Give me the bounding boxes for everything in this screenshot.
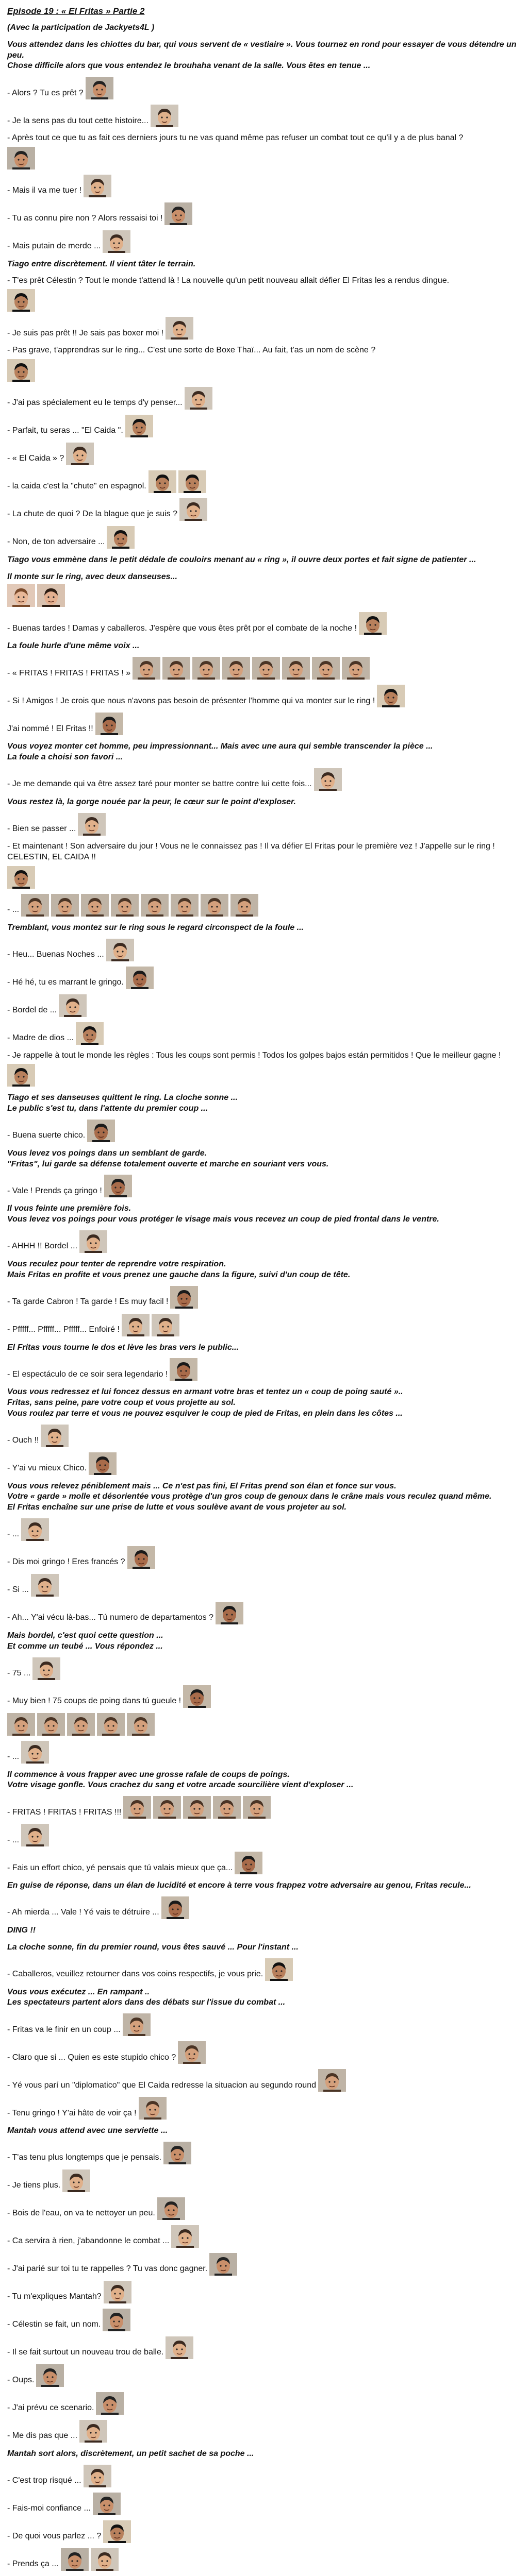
narration-line: Vous voyez monter cet homme, peu impressionnant... Mais avec une aura qui semble transcender la pièce ... bbox=[7, 742, 433, 751]
dialogue-line bbox=[7, 2013, 521, 2036]
face-host-icon bbox=[209, 2253, 237, 2276]
narration-line: Il monte sur le ring, avec deux danseuses... bbox=[7, 572, 177, 581]
dialogue-text: - Me dis pas que ... bbox=[7, 2431, 78, 2441]
narration-line: Vous attendez dans les chiottes du bar, qui vous servent de « vestiaire ». Vous tournez en rond pour essayer de vous détendre un peu. bbox=[7, 40, 519, 60]
narration-block bbox=[7, 1942, 521, 1953]
narration-line: El Fritas vous tourne le dos et lève les bras vers le public... bbox=[7, 1343, 239, 1352]
face-crowd-icon bbox=[139, 2097, 167, 2120]
face-crowd-icon bbox=[318, 2069, 346, 2092]
face-hero-icon bbox=[66, 443, 94, 465]
dialogue-text: - De quoi vous parlez ... ? bbox=[7, 2532, 102, 2541]
dialogue-text: - FRITAS ! FRITAS ! FRITAS !!! bbox=[7, 1807, 122, 1817]
face-fritas-icon bbox=[95, 713, 123, 735]
dialogue-line bbox=[7, 1796, 521, 1819]
face-tiago-icon bbox=[377, 685, 405, 707]
dialogue-text: - Je me demande qui va être assez taré pour monter se battre contre lui cette fois... bbox=[7, 779, 312, 789]
narration-block bbox=[7, 572, 521, 607]
dialogue-text: - Tu as connu pire non ? Alors ressaisi toi ! bbox=[7, 214, 163, 223]
face-crowd-icon bbox=[97, 1713, 125, 1736]
narration-line: Votre « garde » molle et désorientée vous protège d'un gros coup de genoux dans le crâne mais vous reculez quand même. bbox=[7, 1492, 492, 1501]
narration-line: Et comme un teubé ... Vous répondez ... bbox=[7, 1641, 163, 1651]
dialogue-line bbox=[7, 202, 521, 225]
face-crowd-icon bbox=[162, 657, 190, 680]
face-crowd-icon bbox=[178, 2041, 206, 2064]
face-fritas-icon bbox=[89, 1452, 117, 1475]
dialogue-line bbox=[7, 2520, 521, 2543]
dialogue-line bbox=[7, 2281, 521, 2303]
narration-line: Chose difficile alors que vous entendez le brouhaha venant de la salle. Vous êtes en tenue ... bbox=[7, 61, 371, 71]
narration-line: (Avec la participation de Jackyets4L ) bbox=[7, 23, 155, 32]
narration-block bbox=[7, 797, 521, 808]
dialogue-text: - Heu... Buenas Noches ... bbox=[7, 950, 104, 959]
dialogue-text: - ... bbox=[7, 1530, 20, 1539]
face-fritas-icon bbox=[127, 1546, 155, 1569]
face-hero-icon bbox=[79, 2420, 107, 2443]
dialogue-line bbox=[7, 2225, 521, 2248]
dialogue-line bbox=[7, 415, 521, 437]
face-tiago-icon bbox=[265, 1958, 293, 1981]
dialogue-text: - Caballeros, veuillez retourner dans vos coins respectifs, je vous prie. bbox=[7, 1970, 263, 1979]
face-tiago-icon bbox=[7, 359, 35, 382]
dialogue-line bbox=[7, 994, 521, 1017]
dialogue-text: - Fais un effort chico, yé pensais que tú valais mieux que ça... bbox=[7, 1863, 233, 1872]
dialogue-line bbox=[7, 2069, 521, 2092]
narration-block bbox=[7, 1631, 521, 1652]
face-crowd-icon bbox=[81, 894, 109, 917]
face-tiago-icon bbox=[103, 2520, 131, 2543]
dialogue-line bbox=[7, 1958, 521, 1981]
story-blocks bbox=[7, 23, 521, 2576]
dialogue-line bbox=[7, 2253, 521, 2276]
dialogue-line bbox=[7, 2336, 521, 2359]
narration-block bbox=[7, 1481, 521, 1513]
narration-line: Vous restez là, la gorge nouée par la peur, le cœur sur le point d'exploser. bbox=[7, 797, 296, 806]
dialogue-text: - Muy bien ! 75 coups de poing dans tú gueule ! bbox=[7, 1697, 182, 1706]
narration-line: Il vous feinte une première fois. bbox=[7, 1204, 131, 1213]
face-tiago-icon bbox=[359, 612, 387, 635]
dialogue-line bbox=[7, 2097, 521, 2120]
face-hero-icon bbox=[122, 1314, 150, 1336]
narration-line: Mais Fritas en profite et vous prenez une gauche dans la figure, suivi d'un coup de tête. bbox=[7, 1270, 351, 1279]
face-crowd-icon bbox=[342, 657, 370, 680]
dialogue-text: - Bien se passer ... bbox=[7, 824, 76, 833]
dialogue-line bbox=[7, 841, 521, 889]
face-tiago-icon bbox=[178, 470, 206, 493]
narration-block bbox=[7, 641, 521, 652]
face-crowd-icon bbox=[21, 894, 49, 917]
dialogue-text: - Célestin se fait, un nom. bbox=[7, 2320, 101, 2329]
dialogue-line bbox=[7, 1120, 521, 1142]
face-hero-icon bbox=[166, 2336, 193, 2359]
face-dancer-icon bbox=[7, 584, 35, 607]
narration-block bbox=[7, 1770, 521, 1791]
dialogue-text: - La chute de quoi ? De la blague que je suis ? bbox=[7, 510, 178, 519]
dialogue-line bbox=[7, 2170, 521, 2192]
face-hero-icon bbox=[84, 175, 111, 197]
dialogue-line bbox=[7, 813, 521, 836]
face-host-icon bbox=[164, 202, 192, 225]
face-crowd-icon bbox=[153, 1796, 181, 1819]
face-crowd-icon bbox=[67, 1713, 95, 1736]
face-fritas-icon bbox=[161, 1896, 189, 1919]
narration-line: La foule hurle d'une même voix ... bbox=[7, 641, 140, 651]
dialogue-text: - Bordel de ... bbox=[7, 1005, 57, 1014]
narration-line: Vous levez vos poings dans un semblant de garde. bbox=[7, 1148, 207, 1158]
narration-line: Mantah vous attend avec une serviette ... bbox=[7, 2126, 168, 2136]
dialogue-line bbox=[7, 230, 521, 253]
dialogue-text: - Après tout ce que tu as fait ces derniers jours tu ne vas quand même pas refuser un combat tout ce qu'il y a de plus banal ? bbox=[7, 133, 464, 143]
narration-block bbox=[7, 2449, 521, 2460]
narration-line: "Fritas", lui garde sa défense totalement ouverte et marche en souriant vers vous. bbox=[7, 1159, 329, 1168]
face-hero-icon bbox=[21, 1741, 49, 1764]
dialogue-line bbox=[7, 2392, 521, 2415]
face-tiago-icon bbox=[107, 526, 135, 549]
dialogue-line bbox=[7, 2142, 521, 2164]
dialogue-line bbox=[7, 768, 521, 791]
dialogue-text: - Claro que si ... Quien es este stupido chico ? bbox=[7, 2053, 176, 2062]
dialogue-line bbox=[7, 526, 521, 549]
dialogue-line bbox=[7, 1602, 521, 1624]
dialogue-text: - Mais il va me tuer ! bbox=[7, 186, 82, 195]
face-hero-icon bbox=[171, 2225, 199, 2248]
face-fritas-icon bbox=[87, 1120, 115, 1142]
dialogue-line bbox=[7, 1425, 521, 1447]
narration-block bbox=[7, 1093, 521, 1114]
dialogue-line bbox=[7, 317, 521, 340]
dialogue-text: - J'ai parié sur toi tu te rappelles ? Tu vas donc gagner. bbox=[7, 2264, 208, 2274]
narration-block bbox=[7, 1925, 521, 1936]
face-host-icon bbox=[93, 2493, 121, 2515]
dialogue-text: - Fais-moi confiance ... bbox=[7, 2504, 91, 2513]
face-hero-icon bbox=[151, 105, 178, 127]
narration-line: Tiago entre discrètement. Il vient tâter le terrain. bbox=[7, 259, 196, 268]
narration-block bbox=[7, 259, 521, 270]
narration-block bbox=[7, 1343, 521, 1353]
dialogue-text: - J'ai prévu ce scenario. bbox=[7, 2403, 94, 2413]
dialogue-line bbox=[7, 105, 521, 127]
face-host-icon bbox=[86, 77, 113, 99]
narration-block bbox=[7, 741, 521, 763]
dialogue-line bbox=[7, 2309, 521, 2331]
dialogue-text: - Vale ! Prends ça gringo ! bbox=[7, 1186, 102, 1195]
face-crowd-icon bbox=[252, 657, 280, 680]
dialogue-text: - Je tiens plus. bbox=[7, 2181, 61, 2190]
dialogue-text: - Mais putain de merde ... bbox=[7, 242, 101, 251]
narration-line: La foule a choisi son favori ... bbox=[7, 752, 123, 761]
dialogue-text: - Ta garde Cabron ! Ta garde ! Es muy facil ! bbox=[7, 1297, 169, 1306]
dialogue-line bbox=[7, 2041, 521, 2064]
dialogue-line bbox=[7, 1358, 521, 1381]
dialogue-line bbox=[7, 498, 521, 521]
face-hero-icon bbox=[103, 230, 130, 253]
face-tiago-icon bbox=[7, 289, 35, 312]
dialogue-text: - Non, de ton adversaire ... bbox=[7, 537, 105, 547]
face-tiago-icon bbox=[7, 866, 35, 889]
dialogue-line bbox=[7, 2548, 521, 2571]
dialogue-text: - ... bbox=[7, 1752, 20, 1761]
face-crowd-icon bbox=[201, 894, 228, 917]
dialogue-text: - Si ! Amigos ! Je crois que nous n'avons pas besoin de présenter l'homme qui va monter sur le ring ! bbox=[7, 696, 375, 705]
dialogue-line bbox=[7, 1824, 521, 1846]
narration-block bbox=[7, 555, 521, 566]
face-host-icon bbox=[103, 2309, 130, 2331]
narration-line: Fritas, sans peine, pare votre coup et vous projette au sol. bbox=[7, 1398, 236, 1408]
face-crowd-icon bbox=[141, 894, 169, 917]
face-crowd-icon bbox=[123, 2013, 151, 2036]
face-crowd-icon bbox=[171, 894, 199, 917]
face-host-icon bbox=[157, 2197, 185, 2220]
face-hero-icon bbox=[78, 813, 106, 836]
dialogue-line bbox=[7, 77, 521, 99]
narration-line: Tiago vous emmène dans le petit dédale de couloirs menant au « ring », il ouvre deux portes et fait signe de patienter ... bbox=[7, 555, 476, 564]
dialogue-line bbox=[7, 1713, 521, 1736]
dialogue-text: - Buenas tardes ! Damas y caballeros. J'espère que vous êtes prêt por el combate de la noche ! bbox=[7, 623, 357, 633]
dialogue-text: - Alors ? Tu es prêt ? bbox=[7, 88, 84, 97]
episode-title: Episode 19 : « El Fritas » Partie 2 bbox=[7, 6, 145, 16]
dialogue-line bbox=[7, 1452, 521, 1475]
face-host-icon bbox=[36, 2364, 64, 2387]
face-hero-icon bbox=[314, 768, 342, 791]
narration-line: Mantah sort alors, discrètement, un petit sachet de sa poche ... bbox=[7, 2449, 254, 2459]
dialogue-line bbox=[7, 345, 521, 382]
narration-block bbox=[7, 1204, 521, 1225]
narration-line: Vous reculez pour tenter de reprendre votre respiration. bbox=[7, 1259, 226, 1268]
dialogue-text: - ... bbox=[7, 905, 20, 914]
face-crowd-icon bbox=[192, 657, 220, 680]
dialogue-text: - 75 ... bbox=[7, 1669, 31, 1678]
dialogue-text: - Je rappelle à tout le monde les règles : Tous les coups sont permis ! Todos los golpes bajos están permitidos ! Que le meilleur gagne ! bbox=[7, 1050, 501, 1060]
narration-line: Les spectateurs partent alors dans des débats sur l'issue du combat ... bbox=[7, 1998, 286, 2007]
dialogue-text: - Il se fait surtout un nouveau trou de balle. bbox=[7, 2348, 164, 2357]
face-hero-icon bbox=[185, 387, 212, 410]
face-crowd-icon bbox=[282, 657, 310, 680]
dialogue-text: - Madre de dios ... bbox=[7, 1033, 74, 1042]
dialogue-text: J'ai nommé ! El Fritas !! bbox=[7, 724, 93, 733]
face-hero-icon bbox=[166, 317, 193, 340]
narration-line: Vous vous redressez et lui foncez dessus en armant votre bras et tentez un « coup de poing sauté ».. bbox=[7, 1387, 403, 1397]
face-host-icon bbox=[163, 2142, 191, 2164]
face-dancer2-icon bbox=[37, 584, 65, 607]
face-crowd-icon bbox=[133, 657, 160, 680]
face-hero-icon bbox=[179, 498, 207, 521]
dialogue-line bbox=[7, 132, 521, 170]
face-hero-icon bbox=[41, 1425, 69, 1447]
face-hero-icon bbox=[79, 1230, 107, 1253]
dialogue-text: - Parfait, tu seras ... "El Caida ". bbox=[7, 426, 123, 435]
dialogue-line bbox=[7, 1741, 521, 1764]
dialogue-line bbox=[7, 713, 521, 735]
dialogue-text: - T'es prêt Célestin ? Tout le monde t'attend là ! La nouvelle qu'un petit nouveau allait défier El Fritas les a rendus dingue. bbox=[7, 276, 450, 285]
face-host-icon bbox=[61, 2548, 89, 2571]
narration-line: En guise de réponse, dans un élan de lucidité et encore à terre vous frappez votre adversaire au genou, Fritas recule... bbox=[7, 1881, 471, 1890]
face-crowd-icon bbox=[51, 894, 79, 917]
face-crowd-icon bbox=[312, 657, 340, 680]
dialogue-line bbox=[7, 657, 521, 680]
face-crowd-icon bbox=[183, 1796, 211, 1819]
dialogue-line bbox=[7, 1657, 521, 1680]
dialogue-line bbox=[7, 2465, 521, 2487]
dialogue-line bbox=[7, 939, 521, 961]
face-crowd-icon bbox=[213, 1796, 241, 1819]
face-host-icon bbox=[96, 2392, 124, 2415]
dialogue-text: - Ah... Y'ai vécu là-bas... Tú numero de departamentos ? bbox=[7, 1613, 214, 1622]
dialogue-line bbox=[7, 470, 521, 493]
narration-line: Mais bordel, c'est quoi cette question ... bbox=[7, 1631, 163, 1640]
narration-line: Vous vous relevez péniblement mais ... Ce n'est pas fini, El Fritas prend son élan et fonce sur vous. bbox=[7, 1481, 397, 1490]
face-fritas-icon bbox=[126, 967, 154, 989]
dialogue-text: - « El Caida » ? bbox=[7, 454, 64, 463]
face-crowd-icon bbox=[127, 1713, 155, 1736]
face-tiago-icon bbox=[125, 415, 153, 437]
dialogue-text: - Pfffff... Pfffff... Pfffff... Enfoiré ! bbox=[7, 1325, 120, 1334]
dialogue-text: - T'as tenu plus longtemps que je pensais. bbox=[7, 2153, 161, 2162]
narration-line: La cloche sonne, fin du premier round, vous êtes sauvé ... Pour l'instant ... bbox=[7, 1942, 299, 1952]
dialogue-line bbox=[7, 1230, 521, 1253]
dialogue-text: - C'est trop risqué ... bbox=[7, 2476, 81, 2485]
face-hero-icon bbox=[32, 1657, 60, 1680]
face-hero-icon bbox=[91, 2548, 119, 2571]
narration-line: Vous vous exécutez ... En rampant .. bbox=[7, 1987, 150, 1996]
face-hero-icon bbox=[152, 1314, 179, 1336]
dialogue-line bbox=[7, 1175, 521, 1197]
face-tiago-icon bbox=[148, 470, 176, 493]
face-crowd-icon bbox=[243, 1796, 271, 1819]
narration-line: DING !! bbox=[7, 1926, 36, 1935]
dialogue-text: - AHHH !! Bordel ... bbox=[7, 1242, 78, 1251]
dialogue-line bbox=[7, 1685, 521, 1708]
dialogue-text: - Tenu gringo ! Y'ai hâte de voir ça ! bbox=[7, 2108, 137, 2117]
face-crowd-icon bbox=[123, 1796, 151, 1819]
dialogue-line bbox=[7, 2420, 521, 2443]
dialogue-text: - Hé hé, tu es marrant le gringo. bbox=[7, 977, 124, 987]
dialogue-text: - Dis moi gringo ! Eres francés ? bbox=[7, 1557, 125, 1567]
dialogue-text: - Si ... bbox=[7, 1585, 29, 1595]
face-crowd-icon bbox=[111, 894, 139, 917]
dialogue-line bbox=[7, 612, 521, 635]
narration-block bbox=[7, 1387, 521, 1419]
dialogue-text: - Ca servira à rien, j'abandonne le combat ... bbox=[7, 2236, 170, 2246]
narration-block bbox=[7, 23, 521, 33]
narration-block bbox=[7, 1880, 521, 1891]
dialogue-line bbox=[7, 1314, 521, 1336]
dialogue-line bbox=[7, 387, 521, 410]
dialogue-text: - « FRITAS ! FRITAS ! FRITAS ! » bbox=[7, 668, 131, 677]
face-fritas-icon bbox=[183, 1685, 211, 1708]
narration-line: El Fritas enchaîne sur une prise de lutte et vous soulève avant de vous projeter au sol. bbox=[7, 1503, 346, 1512]
dialogue-text: - Je suis pas prêt !! Je sais pas boxer moi ! bbox=[7, 328, 164, 337]
face-crowd-icon bbox=[7, 1713, 35, 1736]
dialogue-line bbox=[7, 894, 521, 917]
dialogue-line bbox=[7, 1546, 521, 1569]
dialogue-text: - Fritas va le finir en un coup ... bbox=[7, 2025, 121, 2034]
dialogue-line bbox=[7, 275, 521, 312]
face-hero-icon bbox=[31, 1574, 59, 1597]
dialogue-line bbox=[7, 967, 521, 989]
dialogue-text: - Pas grave, t'apprendras sur le ring... C'est une sorte de Boxe Thaï... Au fait, t'as un nom de scène ? bbox=[7, 346, 376, 355]
narration-line: Vous roulez par terre et vous ne pouvez esquiver le coup de pied de Fritas, en plein dans les côtes ... bbox=[7, 1409, 403, 1418]
narration-block bbox=[7, 1259, 521, 1281]
narration-block bbox=[7, 2126, 521, 2137]
dialogue-text: - Y'ai vu mieux Chico. bbox=[7, 1464, 87, 1473]
narration-line: Le public s'est tu, dans l'attente du premier coup ... bbox=[7, 1104, 208, 1113]
dialogue-text: - Je la sens pas du tout cette histoire... bbox=[7, 116, 148, 125]
face-hero-icon bbox=[84, 2465, 111, 2487]
narration-block bbox=[7, 1987, 521, 2009]
dialogue-line bbox=[7, 1050, 521, 1087]
dialogue-text: - J'ai pas spécialement eu le temps d'y penser... bbox=[7, 398, 183, 408]
face-fritas-icon bbox=[104, 1175, 132, 1197]
narration-block bbox=[7, 40, 521, 72]
face-crowd-icon bbox=[230, 894, 258, 917]
dialogue-line bbox=[7, 443, 521, 465]
narration-line: Tremblant, vous montez sur le ring sous le regard circonspect de la foule ... bbox=[7, 923, 304, 932]
face-tiago-icon bbox=[76, 1022, 104, 1045]
face-hero-icon bbox=[104, 2281, 131, 2303]
dialogue-line bbox=[7, 2493, 521, 2515]
dialogue-line bbox=[7, 175, 521, 197]
dialogue-text: - Ouch !! bbox=[7, 1436, 39, 1445]
dialogue-line bbox=[7, 2364, 521, 2387]
dialogue-line bbox=[7, 1852, 521, 1874]
narration-line: Tiago et ses danseuses quittent le ring. La cloche sonne ... bbox=[7, 1093, 238, 1103]
face-fritas-icon bbox=[235, 1852, 262, 1874]
dialogue-text: - Bois de l'eau, on va te nettoyer un peu. bbox=[7, 2209, 155, 2218]
face-hero-icon bbox=[21, 1824, 49, 1846]
dialogue-text: - ... bbox=[7, 1835, 20, 1844]
face-hero-icon bbox=[21, 1518, 49, 1541]
narration-block bbox=[7, 923, 521, 934]
dialogue-text: - Yé vous parí un "diplomatico" que El Caida redresse la situacion au segundo round bbox=[7, 2080, 316, 2090]
face-hero-icon bbox=[59, 994, 87, 1017]
narration-block bbox=[7, 1148, 521, 1170]
face-crowd-icon bbox=[222, 657, 250, 680]
narration-line: Vous levez vos poings pour vous protéger le visage mais vous recevez un coup de pied frontal dans le ventre. bbox=[7, 1215, 439, 1224]
dialogue-line bbox=[7, 1896, 521, 1919]
face-fritas-icon bbox=[170, 1286, 198, 1309]
dialogue-text: - Ah mierda ... Vale ! Yé vais te détruire ... bbox=[7, 1908, 159, 1917]
dialogue-line bbox=[7, 685, 521, 707]
face-hero-icon bbox=[62, 2170, 90, 2192]
narration-line: Votre visage gonfle. Vous crachez du sang et votre arcade sourcilière vient d'exploser ... bbox=[7, 1781, 354, 1790]
dialogue-text: - Buena suerte chico. bbox=[7, 1131, 86, 1140]
dialogue-text: - la caida c'est la "chute" en espagnol. bbox=[7, 482, 146, 491]
dialogue-text: - Tu m'expliques Mantah? bbox=[7, 2292, 102, 2301]
dialogue-text: - Oups. bbox=[7, 2376, 35, 2385]
narration-line: Il commence à vous frapper avec une grosse rafale de coups de poings. bbox=[7, 1770, 290, 1779]
dialogue-line bbox=[7, 1286, 521, 1309]
face-crowd-icon bbox=[37, 1713, 65, 1736]
face-fritas-icon bbox=[216, 1602, 243, 1624]
face-hero-icon bbox=[106, 939, 134, 961]
face-tiago-icon bbox=[7, 1064, 35, 1087]
dialogue-line bbox=[7, 1518, 521, 1541]
dialogue-text: - Prends ça ... bbox=[7, 2560, 59, 2569]
dialogue-line bbox=[7, 2197, 521, 2220]
face-fritas-icon bbox=[170, 1358, 197, 1381]
dialogue-text: - El espectáculo de ce soir sera legendario ! bbox=[7, 1369, 168, 1379]
dialogue-line bbox=[7, 1574, 521, 1597]
dialogue-line bbox=[7, 1022, 521, 1045]
dialogue-text: - Et maintenant ! Son adversaire du jour ! Vous ne le connaissez pas ! Il va défier El Fritas pour le première vez ! J'appelle sur le ring ! CELESTIN, EL CAIDA !! bbox=[7, 841, 495, 862]
face-host-icon bbox=[7, 147, 35, 170]
